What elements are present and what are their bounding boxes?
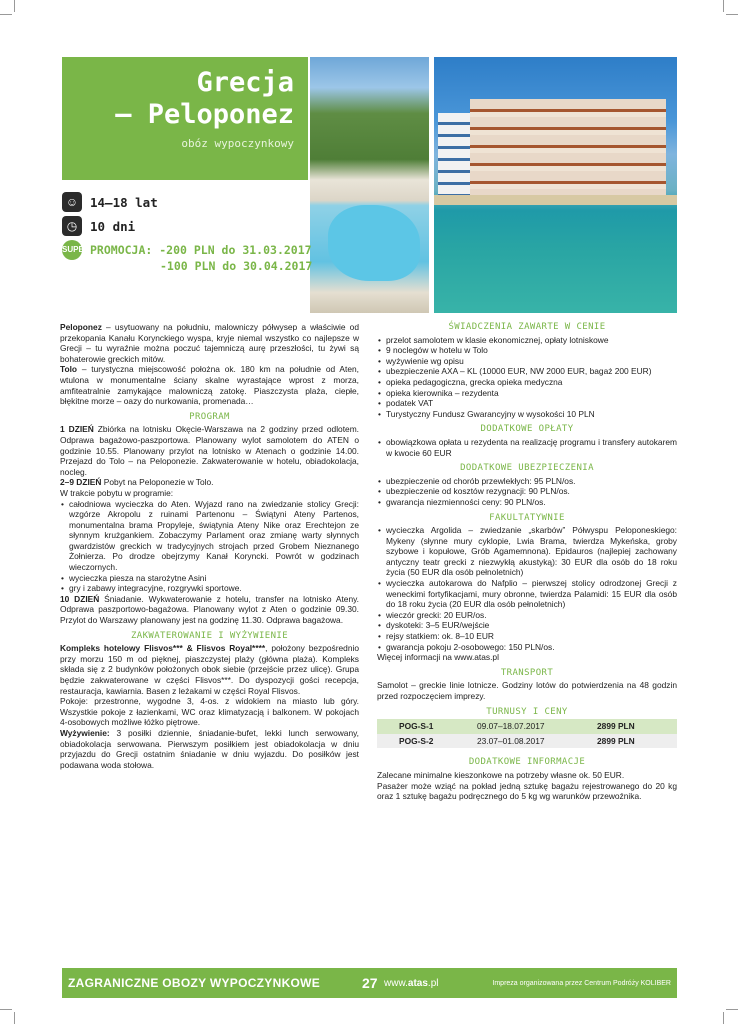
more-info-p2: Pasażer może wziąć na pokład jedną sztukę bagażu rejestrowanego do 20 kg oraz 1 sztukę bagażu podręcznego do 5 kg wg warunków przewoźnika. — [377, 780, 677, 802]
right-column — [377, 322, 677, 802]
turnusy-heading: TURNUSY I CENY — [486, 706, 568, 717]
list-item: • wycieczka autokarowa do Nafplio – pierwszej stolicy odrodzonej Grecji z weneckimi fortyfikacjami, mury obronne, twierdza Palamidi: 15 EUR dla osób do 18 roku życia (20 EUR dla osób pełnoletnich) — [377, 578, 677, 610]
days-row — [62, 216, 135, 236]
list-item: • 9 noclegów w hotelu w Tolo — [377, 345, 677, 356]
crop-mark — [14, 0, 15, 12]
footer-section-title: ZAGRANICZNE OBOZY WYPOCZYNKOWE — [68, 976, 321, 990]
beach-strip — [434, 195, 677, 205]
url-suffix: .pl — [427, 977, 439, 989]
crop-mark — [723, 1012, 724, 1024]
table-row — [377, 719, 677, 734]
crop-mark — [0, 1009, 12, 1010]
intro-text: – usytuowany na południu, malowniczy półwysep a właściwie od przekopania Kanału Korynckiego wyspa, kryje niemal wszystko co najlepsze w Grecji – tu wyraźnie można poczuć tajemniczą aurę przeszłości, tu żywi są bohaterowie greckich mitów. — [60, 322, 359, 364]
list-item: • ubezpieczenie od chorób przewlekłych: 95 PLN/os. — [377, 476, 677, 487]
day29-text: Pobyt na Peloponezie w Tolo. — [101, 477, 214, 488]
transport-text: Samolot – greckie linie lotnicze. Godziny lotów do potwierdzenia na 48 godzin przed rozpoczęciem imprezy. — [377, 680, 677, 701]
included-heading: ŚWIADCZENIA ZAWARTE W CENIE — [448, 322, 606, 332]
extra-insurance-list — [377, 476, 677, 508]
table-row — [377, 734, 677, 749]
extra-fees-heading: DODATKOWE OPŁATY — [480, 424, 574, 435]
url-bold: atas — [407, 977, 428, 989]
list-item: • całodniowa wycieczka do Aten. Wyjazd rano na zwiedzanie stolicy Grecji: wzgórze Akropolu z ruinami Partenonu – Świątyni Ateny Partenos, monumentalna brama Propyleje, świątynia Ateny Nike oraz Erechtejon ze słynnym krużgankiem. Zobaczymy Parlament oraz zmianę warty słynnych gwardzistów greckich w tradycyjnych strojach przed Grobem Nieznanego Żołnierza. Po drodze obejrzymy Kanał Koryncki. Powrót w godzinach wieczornych. — [60, 499, 359, 573]
day29-bold: 2–9 DZIEŃ — [60, 477, 102, 488]
turnus-code: POG-S-1 — [399, 721, 434, 732]
tolo-paragraph — [60, 364, 359, 406]
list-item: • ubezpieczenie od kosztów rezygnacji: 90 PLN/os. — [377, 486, 677, 497]
extra-insurance-heading: DODATKOWE UBEZPIECZENIA — [460, 463, 594, 474]
day10-paragraph — [60, 594, 359, 626]
tolo-bold: Tolo — [60, 364, 78, 375]
program-list — [60, 499, 359, 594]
list-item: • gwarancja pokoju 2-osobowego: 150 PLN/os. — [377, 642, 677, 653]
page-title-line1: Grecja — [196, 67, 294, 98]
list-item: • ubezpieczenie AXA – KL (10000 EUR, NW 2000 EUR, bagaż 200 EUR) — [377, 366, 677, 377]
program-heading: PROGRAM — [189, 411, 230, 422]
transport-heading: TRANSPORT — [500, 667, 554, 678]
promo-row — [62, 240, 90, 260]
list-item: • wycieczka piesza na starożytne Asini — [60, 573, 359, 584]
day29-intro: W trakcie pobytu w programie: — [60, 487, 174, 498]
more-info-heading: DODATKOWE INFORMACJE — [468, 757, 586, 768]
optional-list — [377, 525, 677, 652]
footer-organizer: Impreza organizowana przez Centrum Podróży KOLIBER — [492, 979, 671, 987]
day1-paragraph — [60, 424, 359, 477]
more-info-p1: Zalecane minimalne kieszonkowe na potrzeby własne ok. 50 EUR. — [377, 769, 625, 780]
promo-text — [90, 242, 312, 274]
list-item: • opieka pedagogiczna, grecka opieka medyczna — [377, 377, 677, 388]
day10-bold: 10 DZIEŃ — [60, 593, 100, 604]
turnus-code: POG-S-2 — [399, 735, 434, 746]
turnus-dates: 23.07–01.08.2017 — [477, 735, 545, 746]
extra-fees-list — [377, 437, 677, 458]
lodging-text: , położony bezpośrednio przy morzu 150 m od pięknej, piaszczystej plaży (główna plaża). Kompleks składa się z 2 budynków położonych obok siebie (przejście przez ulicę). Grupa będzie zakwaterowane w części Flisvos***. Do dyspozycji gości recepcja, restauracja, kawiarnia. Basen z leżakami w części Royal Flisvos. — [60, 643, 360, 696]
title-block — [62, 57, 308, 180]
list-item: • wieczór grecki: 20 EUR/os. — [377, 610, 677, 621]
pool-photo — [310, 57, 429, 313]
crop-mark — [726, 1009, 738, 1010]
clock-icon: ◷ — [62, 216, 82, 236]
promo-label: PROMOCJA: — [90, 243, 153, 257]
meals-text: 3 posiłki dziennie, śniadanie-bufet, lekki lunch serwowany, obiadokolacja serwowana. Pierwszym posiłkiem jest obiadokolacja w dniu przyjazdu do Grecji ostatnim śniadanie w dniu wyjazdu. Do posiłków jest podawana woda stołowa. — [60, 727, 359, 770]
turnusy-table — [377, 719, 677, 748]
list-item: • obowiązkowa opłata u rezydenta na realizację programu i transfery autokarem w kwocie 60 EUR — [377, 437, 677, 458]
days-text: 10 dni — [90, 218, 136, 234]
footer-url[interactable] — [384, 978, 484, 989]
age-row — [62, 192, 158, 212]
turnus-dates: 09.07–18.07.2017 — [477, 721, 545, 732]
day1-text: Zbiórka na lotnisku Okęcie-Warszawa na 2 godziny przed odlotem. Odprawa bagażowo-paszportowa. Planowany wylot samolotem do ATEN o godzinie 10.55. Planowany przylot na lotnisko w Atenach o godzinie 14.00. Przejazd do Tolo – na Peloponezie. Zakwaterowanie w hotelu, obiadokolacja, nocleg. — [60, 424, 359, 477]
left-column — [60, 322, 359, 770]
promo-badge-icon: SUPER — [62, 240, 82, 260]
list-item: • podatek VAT — [377, 398, 677, 409]
day10-text: Śniadanie. Wykwaterowanie z hotelu, transfer na lotnisko Ateny. Odprawa paszportowo-bagażowa. Planowany wylot z Aten o godzinie 09.30. Przylot do Warszawy planowany jest na godzinę 11.30. Odprawa bagażowa. — [60, 593, 359, 626]
list-item: • rejsy statkiem: ok. 8–10 EUR — [377, 631, 677, 642]
list-item: • gwarancja niezmienności ceny: 90 PLN/os. — [377, 497, 677, 508]
promo-line1: -200 PLN do 31.03.2017 — [159, 243, 312, 257]
list-item: • dyskoteki: 3–5 EUR/wejście — [377, 620, 677, 631]
included-list — [377, 335, 677, 420]
url-prefix: www. — [384, 977, 408, 989]
hotel-photo — [434, 57, 677, 313]
hotel-name: Kompleks hotelowy Flisvos*** & Flisvos Royal**** — [60, 643, 266, 654]
meals-paragraph — [60, 728, 359, 770]
page-title-line2: – Peloponez — [115, 99, 294, 130]
list-item: • opieka kierownika – rezydenta — [377, 388, 677, 399]
optional-heading: FAKULTATYWNIE — [489, 512, 565, 523]
footer-bar — [62, 968, 677, 998]
page-number: 27 — [362, 975, 378, 991]
list-item: • przelot samolotem w klasie ekonomicznej, opłaty lotniskowe — [377, 335, 677, 346]
promo-line2: -100 PLN do 30.04.2017 — [160, 259, 313, 273]
meals-bold: Wyżywienie: — [60, 727, 110, 738]
day29-paragraph — [60, 477, 359, 488]
lodging-paragraph — [60, 643, 359, 696]
age-text: 14–18 lat — [90, 194, 158, 210]
intro-bold: Peloponez — [60, 322, 102, 332]
crop-mark — [726, 14, 738, 15]
turnus-price: 2899 PLN — [597, 735, 635, 746]
intro-paragraph — [60, 322, 359, 364]
crop-mark — [0, 14, 12, 15]
more-info-link[interactable]: Więcej informacji na www.atas.pl — [377, 652, 499, 663]
page-subtitle: obóz wypoczynkowy — [181, 137, 294, 150]
lodging-heading: ZAKWATEROWANIE I WYŻYWIENIE — [130, 630, 289, 641]
rooms-paragraph: Pokoje: przestronne, wygodne 3, 4-os. z widokiem na miasto lub góry. Wszystkie pokoje z łazienkami, WC oraz klimatyzacją i balkonem. W pokojach 4-osobowych możliwe łóżko piętrowe. — [60, 696, 359, 728]
tolo-text: – turystyczna miejscowość położna ok. 180 km na południe od Aten, wtulona w monumentalne ściany skalne wyrastające wprost z morza, amfiteatralnie zamykające malowniczą zatokę. Piaszczysta plaża, ciepłe, błękitne morze – oazy do nurkowania, promenada… — [60, 364, 359, 407]
person-icon: ☺ — [62, 192, 82, 212]
list-item: • wyżywienie wg opisu — [377, 356, 677, 367]
crop-mark — [723, 0, 724, 12]
list-item: • gry i zabawy integracyjne, rozgrywki sportowe. — [60, 583, 359, 594]
list-item: • wycieczka Argolida – zwiedzanie „skarbów” Półwyspu Peloponeskiego: Mykeny (słynne mury cyklopie, Lwia Brama, twierdza Mykeńska, groby szybowe i kopułowe, Grób Agamemnona). Epidauros (najlepiej zachowany antyczny teatr grecki z niezwykłą akustyką): 30 EUR dla osób do 18 roku życia (50 EUR dla osób pełnoletnich) — [377, 525, 677, 578]
day1-bold: 1 DZIEŃ — [60, 424, 94, 435]
list-item: • Turystyczny Fundusz Gwarancyjny w wysokości 10 PLN — [377, 409, 677, 420]
crop-mark — [14, 1012, 15, 1024]
turnus-price: 2899 PLN — [597, 721, 635, 732]
pool-shape — [328, 205, 420, 281]
hotel-building — [470, 99, 666, 199]
